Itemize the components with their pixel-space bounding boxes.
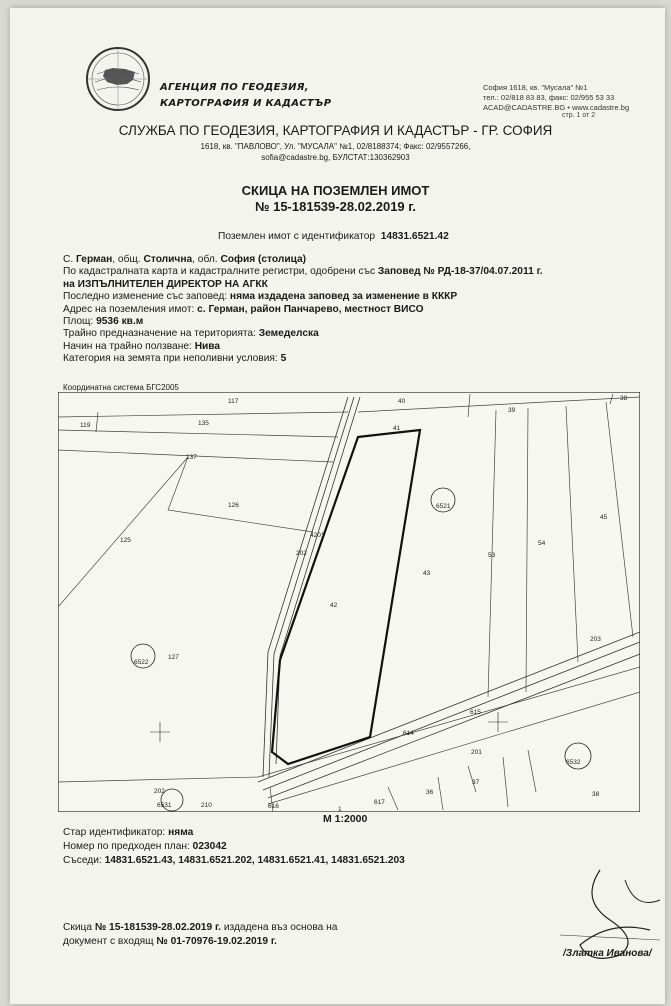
map-scale: М 1:2000 [323, 813, 368, 825]
parcel-label: 126 [228, 502, 239, 509]
parcel-label: 119 [80, 422, 91, 429]
parcel-label: 40 [398, 398, 406, 405]
prev-plan-line: Номер по предходен план: 023042 [63, 841, 227, 852]
sketch-line: Скица № 15-181539-28.02.2019 г. издадена въз основа на [63, 922, 338, 933]
neighbors-line: Съседи: 14831.6521.43, 14831.6521.202, 14831.6521.41, 14831.6521.203 [63, 855, 405, 866]
contact-address: София 1618, кв. "Мусала" №1 [483, 83, 588, 92]
parcel-label: 137 [186, 454, 197, 461]
parcel-label: 43 [423, 570, 431, 577]
parcel-label: 125 [120, 537, 131, 544]
parcel-label: 615 [470, 709, 481, 716]
area-line: Площ: 9536 кв.м [63, 316, 144, 328]
last-change-line: Последно изменение със заповед: няма издадена заповед за изменение в КККР [63, 291, 458, 303]
page-number: стр. 1 от 2 [562, 112, 596, 119]
parcel-label: 202 [154, 788, 165, 795]
footer-details [63, 826, 405, 868]
document-line: документ с входящ № 01-70976-19.02.2019 г. [63, 936, 277, 947]
parcel-label: 203 [590, 636, 601, 643]
parcel-label: 127 [168, 654, 179, 661]
coord-system: Координатна система БГС2005 [63, 383, 179, 392]
usage-line: Начин на трайно ползване: Нива [63, 340, 221, 352]
agency-logo-icon [83, 44, 153, 114]
purpose-line: Трайно предназначение на територията: Земеделска [63, 328, 319, 340]
parcel-label: 617 [374, 799, 385, 806]
parcel-label: 53 [488, 552, 496, 559]
parcel-label: 614 [403, 730, 414, 737]
parcel-label: 38 [592, 791, 600, 798]
parcel-label: 36 [426, 789, 434, 796]
parcel-label: 210 [201, 802, 212, 809]
parcel-label: 38 [620, 395, 628, 402]
parcel-label: 616 [268, 803, 279, 810]
register-director: на ИЗПЪЛНИТЕЛЕН ДИРЕКТОР НА АГКК [63, 278, 268, 290]
service-title: СЛУЖБА ПО ГЕОДЕЗИЯ, КАРТОГРАФИЯ И КАДАСТЪР - ГР. СОФИЯ [118, 123, 553, 138]
location-line: С. Герман, общ. Столична, обл. София (столица) [63, 254, 307, 265]
parcel-label: 6532 [566, 759, 581, 766]
category-line: Категория на земята при неполивни условия: 5 [63, 353, 287, 365]
property-details [63, 254, 543, 366]
contact-email: ACAD@CADASTRE.BG • www.cadastre.bg [483, 103, 630, 112]
document-title: СКИЦА НА ПОЗЕМЛЕН ИМОТ [241, 183, 430, 198]
agency-contact [483, 83, 629, 113]
parcel-label: 41 [393, 425, 401, 432]
agency-name-line2: КАРТОГРАФИЯ И КАДАСТЪР [160, 98, 332, 109]
parcel-label: 54 [538, 540, 546, 547]
service-address-line2: sofia@cadastre.bg, БУЛСТАТ:130362903 [261, 153, 410, 162]
parcel-label: 42 [330, 602, 338, 609]
contact-phone: тел.: 02/818 83 83, факс: 02/955 53 33 [483, 93, 615, 102]
old-id-line: Стар идентификатор: няма [63, 827, 194, 838]
parcel-label: 45 [600, 514, 608, 521]
parcel-label: 37 [472, 779, 480, 786]
document-number: № 15-181539-28.02.2019 г. [254, 199, 416, 214]
cadastral-map [58, 392, 640, 812]
parcel-label: 202 [296, 550, 307, 557]
signatory-name: /Златка Иванова/ [563, 948, 652, 959]
parcel-label: 135 [198, 420, 209, 427]
address-line: Адрес на поземления имот: с. Герман, район Панчарево, местност ВИСО [63, 303, 424, 315]
parcel-label: 1 [338, 806, 342, 812]
sketch-basis [63, 921, 337, 949]
register-line: По кадастралната карта и кадастралните регистри, одобрени със Заповед № РД-18-37/04.07.2011 г. [63, 266, 543, 278]
parcel-label: 4201 [310, 532, 325, 539]
identifier-line [218, 231, 449, 243]
service-address-line1: 1618, кв. "ПАВЛОВО", Ул. "МУСАЛА" №1, 02/8188374; Факс: 02/9557266, [200, 142, 471, 151]
identifier-label: Поземлен имот с идентификатор [218, 231, 376, 242]
parcel-label: 117 [228, 398, 239, 405]
parcel-label: 6521 [436, 503, 451, 510]
agency-name-line1: АГЕНЦИЯ ПО ГЕОДЕЗИЯ, [160, 82, 309, 93]
parcel-label: 6531 [157, 802, 172, 809]
parcel-label: 39 [508, 407, 516, 414]
parcel-label: 6522 [134, 659, 149, 666]
identifier-value: 14831.6521.42 [380, 231, 449, 242]
parcel-label: 201 [471, 749, 482, 756]
service-address [0, 141, 671, 163]
